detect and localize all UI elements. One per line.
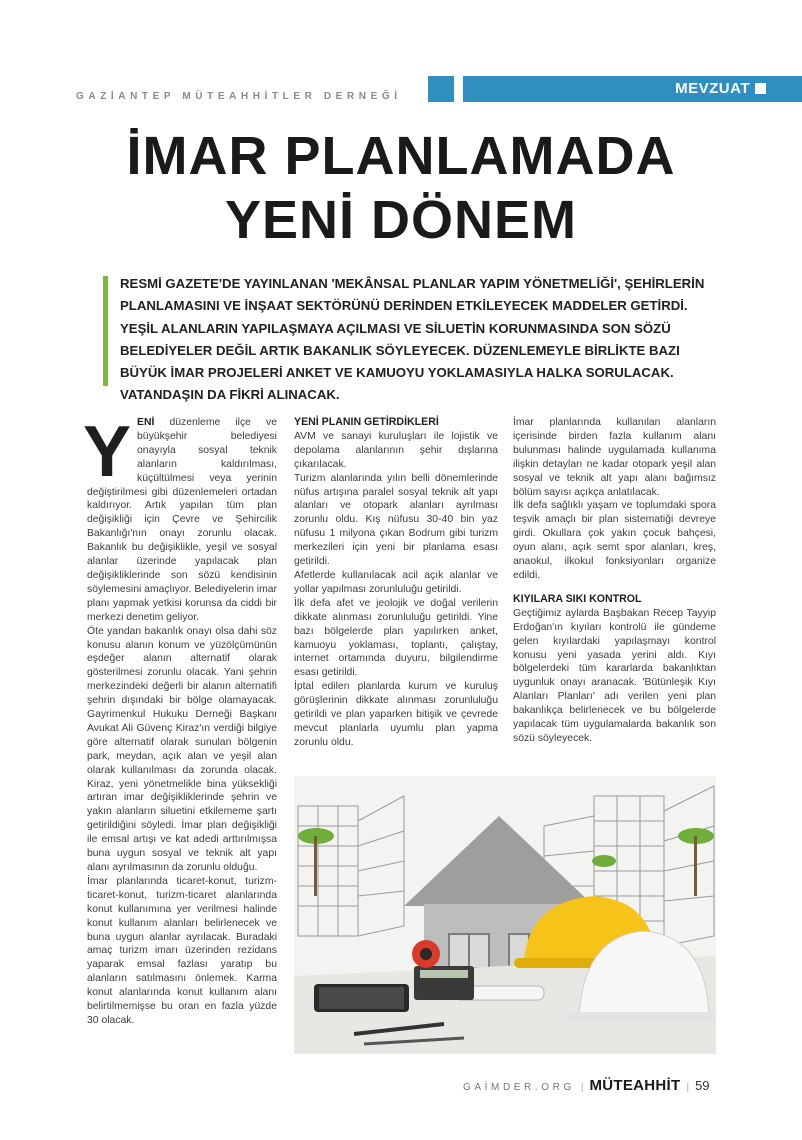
paragraph: İptal edilen planlarda kurum ve kuruluş görüşlerinin dikkate alınması zorunluluğu getirildi ve plan yaparken bitişik ve çevrede mevcut planlarla uyumlu plan yapma zorunlu oldu. <box>294 681 498 748</box>
construction-illustration <box>294 776 716 1054</box>
article-column-3 <box>513 416 716 746</box>
drop-cap: Y <box>83 412 132 492</box>
drop-cap-rest: ENİ <box>137 417 155 428</box>
page-footer <box>463 1077 710 1094</box>
article-column-2 <box>294 416 498 750</box>
section-square-icon <box>755 83 766 94</box>
paragraph: İlk defa afet ve jeolojik ve doğal verilerin dikkate alınması zorunluluğu getirildi. Yine bazı bölgelerde plan yapılırken anket, kamuoyu yoklaması, toplantı, çalıştay, internet ortamında duyuru, bilgilendirme esası getirildi. <box>294 597 498 679</box>
spacer <box>513 583 716 593</box>
lead-accent-bar <box>103 276 108 386</box>
paragraph: İmar planlarında ticaret-konut, turizm-ticaret-konut, turizm-ticaret alanlarında konut kullanımına yer verilmesi halinde konut kullanım alanları belirlenecek ve buna uygun alanlar ayrılacak. Buradaki amaç turizm imarı üzerinden rezidans yaparak emsal fazlası yaratıp bu alanların satılmasını önlemek. Karma konut alanlarında konut kullanım alanı belirtilmemişse bu oran en fazla yüzde 30 olacak. <box>87 875 277 1026</box>
footer-divider: | <box>580 1082 584 1093</box>
footer-brand: MÜTEAHHİT <box>589 1077 681 1094</box>
paragraph <box>83 412 277 625</box>
paragraph: Öte yandan bakanlık onayı olsa dahi söz konusu alanın konum ve yüzölçümünün eşdeğer alanın alternatif olarak gösterilmesi zorunlu olacak. Yani şehrin merkezindeki değerli bir alanın alternatifi şehrin dışındaki bir bölge olamayacak. Gayrimenkul Hukuku Derneği Başkanı Avukat Ali Güvenç Kiraz'ın verdiği bilgiye göre alternatif olarak sunulan bölgenin park, meydan, açık alan ve yeşil alan olarak kullanılması da zorunda olacak. Kiraz, yeni yönetmelikle bina yüksekliği artıran imar değişikliklerinde şehrin ve yakın alanların siluetini etkilememe şartı getirildiğini söyledi. İmar plan değişikliği ile emsal artışı ve kat adedi arttırılmışsa buna uygun sosyal ve teknik alt yapı alanı ayrılmasının da zorunlu olduğu. <box>87 625 277 873</box>
subheading: YENİ PLANIN GETİRDİKLERİ <box>294 416 439 428</box>
section-label: MEVZUAT <box>675 80 750 97</box>
headline-line-2: YENİ DÖNEM <box>224 190 578 250</box>
header-accent-square <box>428 76 454 102</box>
paragraph: Turizm alanlarında yılın belli dönemlerinde nüfus artışına paralel sosyal teknik alt yapı alanları ve otopark alanları ayrılması zorunlu oldu. Kış nüfusu 30-40 bin yaz nüfusu 1 milyona çıkan Bodrum gibi turizm merkezileri için yeni bir planlama esası getirildi. <box>294 472 498 568</box>
subheading: KIYILARA SIKI KONTROL <box>513 592 642 605</box>
footer-website: GAİMDER.ORG <box>463 1082 575 1093</box>
paragraph: Geçtiğimiz aylarda Başbakan Recep Tayyip Erdoğan'ın kıyıları kontrolü ile gündeme gelen kıyılardaki yapılaşmayı kontrol konusu yeni yasada yerini aldı. Kıyı bölgelerdeki tüm kararlarda bakanlıktan uygunluk onayı aranacak. 'Bütünleşik Kıyı Alanları Planları' adı verilen yeni plan bakanlıkça belirlenecek ve bu bölgelerde yapılacak tüm uygulamalarda bakanlık son sözü söyleyecek. <box>513 607 716 744</box>
lead-paragraph: RESMİ GAZETE'DE YAYINLANAN 'MEKÂNSAL PLANLAR YAPIM YÖNETMELİĞİ', ŞEHİRLERİN PLANLAMASINI VE İNŞAAT SEKTÖRÜNÜ DERİNDEN ETKİLEYECEK MADDELER GETİRDİ. YEŞİL ALANLARIN YAPILAŞMAYA AÇILMASI VE SİLUETİN KORUNMASINDA SON SÖZÜ BELEDİYELER DEĞİL ARTIK BAKANLIK SÖYLEYECEK. DÜZENLEMEYLE BİRLİKTE BAZI BÜYÜK İMAR PROJELERİ ANKET VE KAMUOYU YOKLAMASIYLA HALKA SORULACAK. VATANDAŞIN DA FİKRİ ALINACAK. <box>120 276 705 403</box>
paragraph: İlk defa sağlıklı yaşam ve toplumdaki spora teşvik amaçlı bir plan sistematiği devreye girdi. Okullara çok yakın çocuk bahçesi, oyun alanı, açık semt spor alanları, kreş, anaokul, ilkokul fonksiyonları organize edildi. <box>513 500 716 581</box>
association-name: GAZİANTEP MÜTEAHHİTLER DERNEĞİ <box>76 91 402 102</box>
paragraph-text: düzenleme ilçe ve büyükşehir belediyesi onayıyla sosyal teknik alanların kaldırılması, küçültülmesi veya yerinin değiştirilmesi gibi düzenlemeleri ortadan kaldırıyor. Artık yapılan tüm plan değişikliği için Çevre ve Şehircilik Bakanlığı'nın onayı zorunlu olacak. Bakanlık bu değişiklikle, yeşil ve sosyal alanlar üzerinde yapılacak plan değişikliklerinde son sözü kendisinin söylemesini amaçlıyor. Belediyelerin imar planı yapmak yetkisi korunsa da ciddi bir merkezi denetim geliyor. <box>87 417 277 623</box>
paragraph: İmar planlarında kullanılan alanların içerisinde birden fazla kullanım alanı bulunması halinde uygulamada kullanıma ilişkin detayları ne kadar otopark yeşil alan sosyal ve teknik alt yapı alanı bağımsız bölüm sayısı açıkça anlatılacak. <box>513 417 716 498</box>
construction-illustration-image <box>294 776 716 1054</box>
section-banner <box>463 76 802 102</box>
article-column-1 <box>83 412 277 1028</box>
paragraph: Afetlerde kullanılacak acil açık alanlar ve yollar yapılması zorunluluğu getirildi. <box>294 569 498 595</box>
headline-line-1: İMAR PLANLAMADA <box>126 126 676 186</box>
headline <box>60 124 742 252</box>
footer-divider: | <box>686 1082 690 1093</box>
page-number: 59 <box>695 1078 710 1093</box>
paragraph: AVM ve sanayi kuruluşları ile lojistik ve depolama alanlarının şehir dışlarına çıkarılacak. <box>294 430 498 470</box>
